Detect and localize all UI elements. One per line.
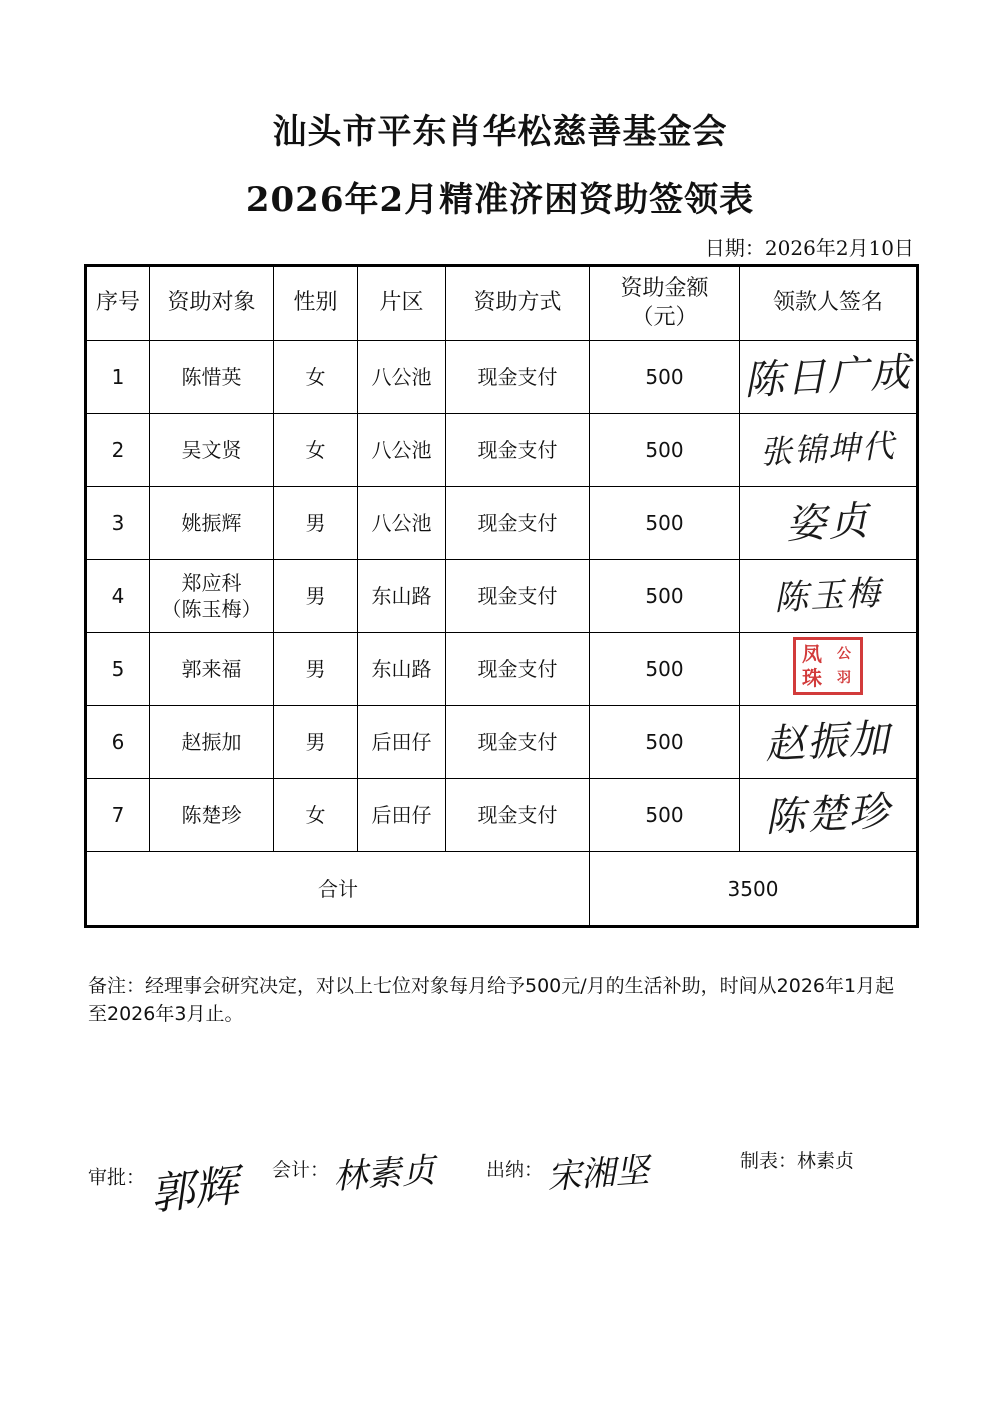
cell-name: 郭来福 — [150, 633, 274, 706]
cell-name: 陈楚珍 — [150, 779, 274, 852]
cell-no: 5 — [86, 633, 150, 706]
seal-char: 凤 — [802, 642, 822, 666]
cell-gender: 男 — [274, 487, 358, 560]
cell-gender: 女 — [274, 779, 358, 852]
handwritten-signature: 张锦坤代 — [759, 426, 897, 472]
document-date: 日期：2026年2月10日 — [704, 236, 914, 260]
cell-signature — [740, 414, 918, 487]
header-recipient: 资助对象 — [150, 266, 274, 341]
header-gender: 性别 — [274, 266, 358, 341]
table-row — [86, 706, 918, 779]
cell-amount: 500 — [590, 560, 740, 633]
preparer-name: 林素贞 — [797, 1150, 855, 1172]
cell-name: 赵振加 — [150, 706, 274, 779]
document-subtitle: 2026年2月精准济困资助签领表 — [245, 180, 755, 220]
cell-amount: 500 — [590, 341, 740, 414]
cell-method: 现金支付 — [446, 414, 590, 487]
header-amount — [590, 266, 740, 341]
cell-no: 1 — [86, 341, 150, 414]
cell-name-line2: （陈玉梅） — [161, 597, 262, 621]
cell-no: 6 — [86, 706, 150, 779]
document-title: 汕头市平东肖华松慈善基金会 — [272, 112, 728, 152]
cell-no: 7 — [86, 779, 150, 852]
header-no: 序号 — [86, 266, 150, 341]
table-total-row — [86, 852, 918, 927]
cell-name: 姚振辉 — [150, 487, 274, 560]
accountant-signature: 林素贞 — [331, 1150, 437, 1198]
header-amount-line1: 资助金额 — [620, 275, 709, 301]
cell-district: 东山路 — [358, 560, 446, 633]
cell-amount: 500 — [590, 779, 740, 852]
handwritten-signature: 陈玉梅 — [773, 573, 883, 619]
seal-char: 羽 — [837, 670, 851, 686]
table-row — [86, 633, 918, 706]
accountant-field — [272, 1146, 437, 1198]
cell-method: 现金支付 — [446, 487, 590, 560]
cell-method: 现金支付 — [446, 779, 590, 852]
header-amount-line2: （元） — [631, 304, 698, 330]
header-method: 资助方式 — [446, 266, 590, 341]
cell-method: 现金支付 — [446, 633, 590, 706]
handwritten-signature: 陈楚珍 — [763, 788, 893, 842]
cell-amount: 500 — [590, 414, 740, 487]
cell-signature — [740, 560, 918, 633]
accountant-label: 会计： — [272, 1159, 330, 1181]
cell-amount: 500 — [590, 706, 740, 779]
cell-district: 东山路 — [358, 633, 446, 706]
table-row — [86, 414, 918, 487]
approver-signature: 郭辉 — [147, 1160, 241, 1221]
total-label: 合计 — [86, 852, 590, 927]
cell-name-line1: 郑应科 — [181, 571, 242, 595]
cell-name: 陈惜英 — [150, 341, 274, 414]
cell-district: 后田仔 — [358, 706, 446, 779]
preparer-field — [740, 1146, 854, 1173]
cashier-field — [486, 1146, 651, 1198]
table-row — [86, 560, 918, 633]
total-amount: 3500 — [590, 852, 918, 927]
cell-signature — [740, 779, 918, 852]
cell-district: 八公池 — [358, 341, 446, 414]
seal-char: 公 — [837, 646, 851, 662]
cell-signature — [740, 633, 918, 706]
remarks-note: 备注：经理事会研究决定，对以上七位对象每月给予500元/月的生活补助，时间从2026年1月起至2026年3月止。 — [88, 975, 895, 1025]
cashier-label: 出纳： — [486, 1159, 544, 1181]
cell-signature — [740, 487, 918, 560]
cell-method: 现金支付 — [446, 560, 590, 633]
red-seal-stamp — [793, 637, 863, 695]
handwritten-signature: 赵振加 — [763, 715, 893, 769]
cell-no: 3 — [86, 487, 150, 560]
handwritten-signature: 姿贞 — [784, 497, 872, 549]
header-signature: 领款人签名 — [740, 266, 918, 341]
cell-amount: 500 — [590, 633, 740, 706]
table-row — [86, 779, 918, 852]
cell-gender: 女 — [274, 414, 358, 487]
cell-method: 现金支付 — [446, 706, 590, 779]
cell-district: 八公池 — [358, 414, 446, 487]
handwritten-signature: 陈日广成 — [742, 349, 914, 405]
table-row — [86, 487, 918, 560]
cell-gender: 男 — [274, 706, 358, 779]
cell-no: 4 — [86, 560, 150, 633]
cell-name — [150, 560, 274, 633]
cell-signature — [740, 706, 918, 779]
cell-no: 2 — [86, 414, 150, 487]
cell-district: 后田仔 — [358, 779, 446, 852]
cell-gender: 男 — [274, 633, 358, 706]
cell-amount: 500 — [590, 487, 740, 560]
cell-method: 现金支付 — [446, 341, 590, 414]
header-district: 片区 — [358, 266, 446, 341]
subsidy-sign-table — [84, 264, 919, 928]
table-row — [86, 341, 918, 414]
table-header-row — [86, 266, 918, 341]
cell-gender: 男 — [274, 560, 358, 633]
cell-signature — [740, 341, 918, 414]
seal-char: 珠 — [802, 666, 822, 690]
cell-name: 吴文贤 — [150, 414, 274, 487]
cell-district: 八公池 — [358, 487, 446, 560]
approver-label: 审批： — [88, 1166, 146, 1189]
cell-gender: 女 — [274, 341, 358, 414]
preparer-label: 制表： — [740, 1150, 798, 1172]
approver-field — [88, 1146, 241, 1221]
cashier-signature: 宋湘坚 — [545, 1150, 651, 1198]
